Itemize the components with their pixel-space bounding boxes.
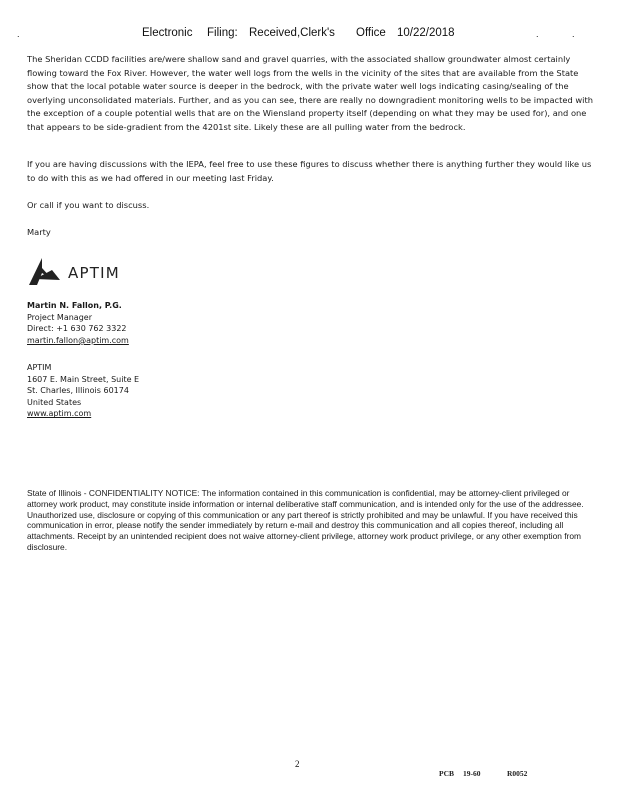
header-mark-left: . [17, 29, 20, 39]
footer-code-page: R0052 [507, 769, 528, 778]
company-address-block [27, 362, 139, 420]
body-paragraph-2: If you are having discussions with the IEPA, feel free to use these figures to discuss whether there is anything further they would like us to do with this as we had offered in our meeting last Friday. [27, 159, 592, 183]
aptim-logo [28, 256, 128, 288]
footer-code-case: 19-60 [463, 769, 481, 778]
header-mark-right: . [572, 29, 575, 39]
header-mark-mid: . [536, 29, 539, 39]
signature-title: Project Manager [27, 312, 92, 322]
signature-email-link[interactable]: martin.fallon@aptim.com [27, 335, 129, 345]
address-line-1: 1607 E. Main Street, Suite E [27, 374, 140, 384]
filing-stamp-header [0, 27, 617, 43]
signature-phone: Direct: +1 630 762 3322 [27, 324, 127, 334]
header-date: 10/22/2018 [397, 27, 455, 39]
signature-name: Martin N. Fallon, P.G. [27, 301, 122, 310]
body-paragraph-1: The Sheridan CCDD facilities are/were shallow sand and gravel quarries, with the associated shallow groundwater almost certainly flowing toward the Fox River. However, the water well logs from the wells in the vicinity of the sites that are available from the State show that the local potable water source is deeper in the bedrock, with the private water well logs indicating casing/sealing of the overlying unconsolidated materials. Further, and as you can see, there are really no downgradient monitoring wells to be impacted with the exception of a couple potential wells that are on the Wiensland property itself (depending on what they may be used for), and one that appears to be side-gradient from the 4201st site. Likely these are all pulling water from the bedrock. [27, 54, 593, 132]
address-country: United States [27, 397, 82, 407]
header-office: Office [356, 27, 386, 39]
page-number: 2 [295, 759, 300, 769]
company-name: APTIM [27, 363, 52, 372]
signature-block [27, 300, 129, 346]
body-paragraph-3: Or call if you want to discuss. [27, 200, 150, 210]
aptim-logo-icon [28, 256, 64, 286]
header-filing: Filing: [207, 27, 238, 39]
website-link[interactable]: www.aptim.com [27, 409, 92, 419]
sign-off: Marty [27, 227, 51, 237]
footer-code-pcb: PCB [439, 769, 454, 778]
logo-text: APTIM [68, 264, 120, 282]
address-line-2: St. Charles, Illinois 60174 [27, 386, 129, 396]
header-electronic: Electronic [142, 27, 193, 39]
confidentiality-notice: State of Illinois - CONFIDENTIALITY NOTICE: The information contained in this communication is confidential, may be attorney-client privileged or attorney work product, may constitute inside information or internal deliberative staff communication, and is intended only for the use of the addressee. Unauthorized use, disclosure or copying of this communication or any part thereof is strictly prohibited and may be unlawful. If you have received this communication in error, please notify the sender immediately by return e-mail and destroy this communication and all copies thereof, including all attachments. Receipt by an unintended recipient does not waive attorney-client privilege, attorney work product privilege, or any other exemption from disclosure. [27, 488, 584, 552]
header-received: Received,Clerk's [249, 27, 335, 39]
